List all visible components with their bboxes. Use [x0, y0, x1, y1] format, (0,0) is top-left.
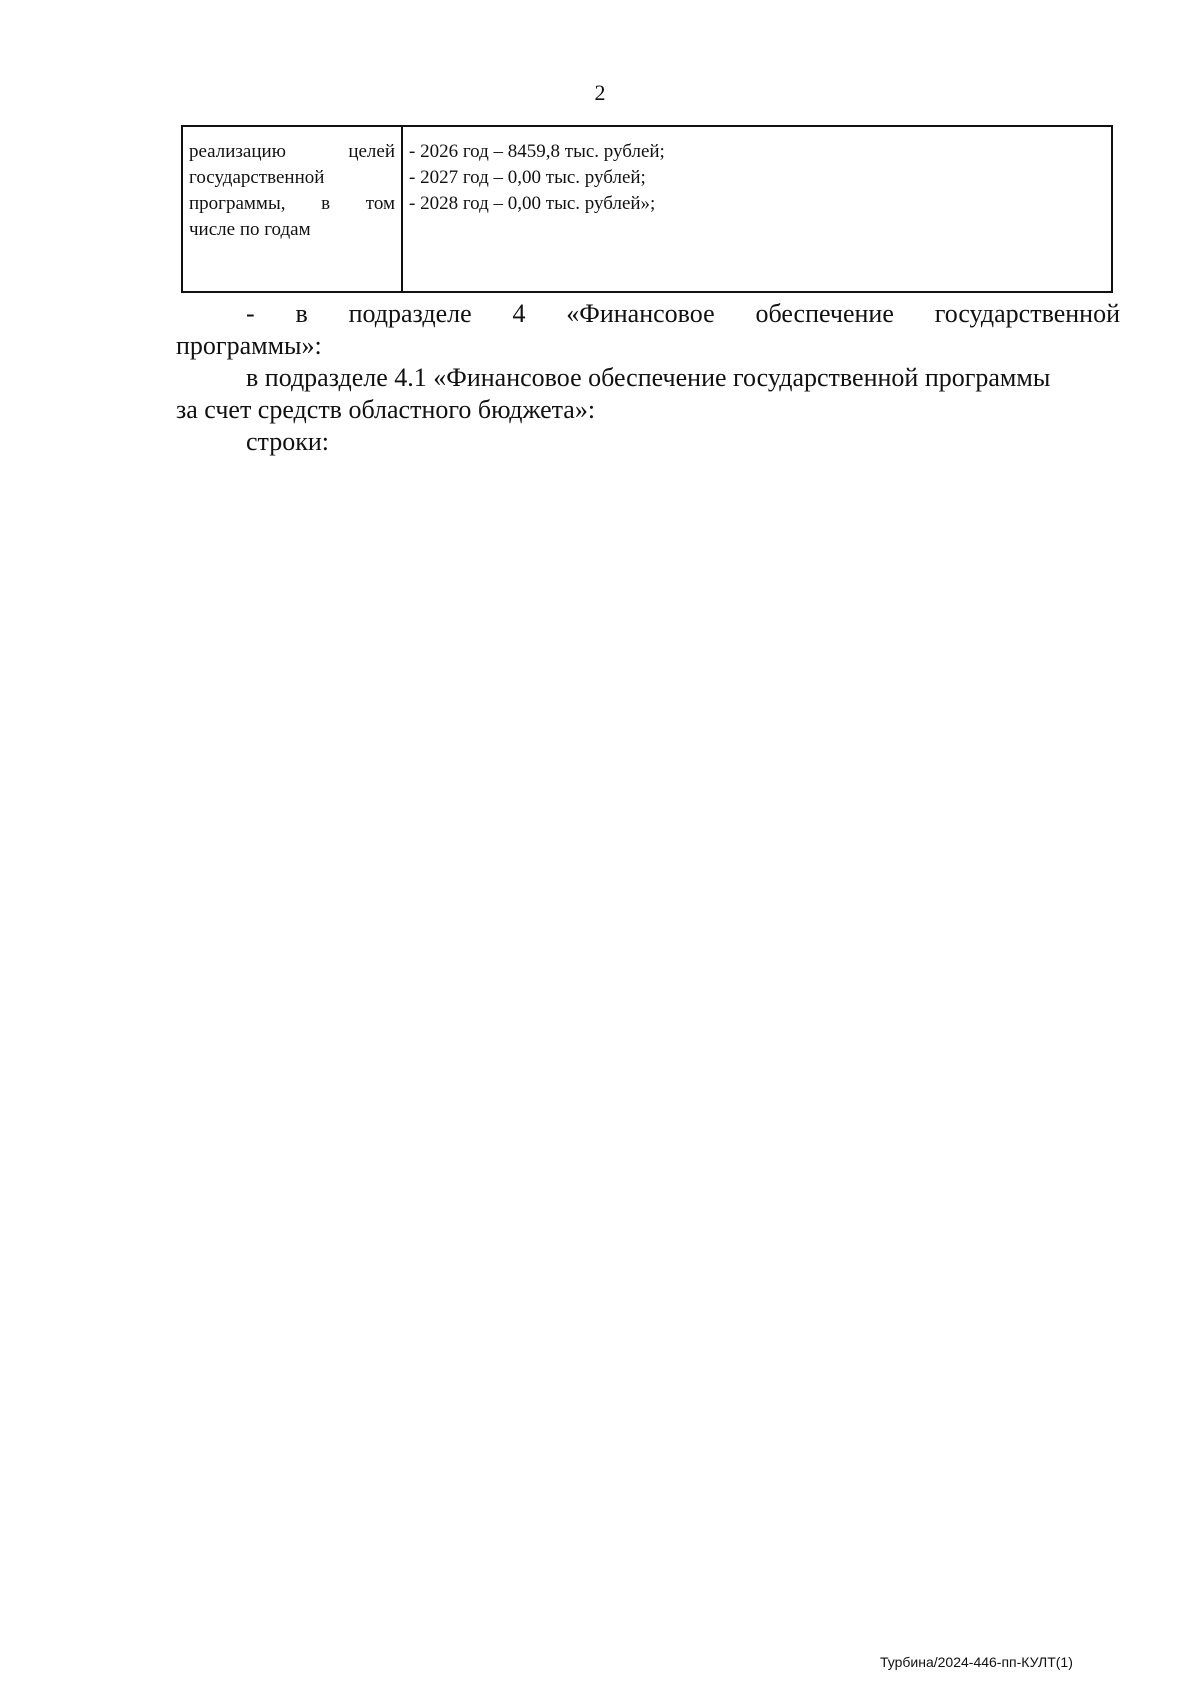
year-2028-amount: - 2028 год – 0,00 тыс. рублей»; — [409, 193, 656, 214]
table-left-cell — [183, 127, 403, 291]
year-2027-amount: - 2027 год – 0,00 тыс. рублей; — [409, 167, 646, 188]
year-2026-amount: - 2026 год – 8459,8 тыс. рублей; — [409, 141, 665, 162]
word: государственной — [934, 299, 1120, 328]
left-cell-word: в — [321, 193, 331, 214]
paragraph-3: строки: — [246, 427, 329, 456]
paragraph-1-line-1 — [176, 298, 1120, 330]
table-right-cell — [403, 127, 1111, 291]
left-cell-line-2: государственной — [189, 167, 325, 188]
paragraph-2-line-1: в подразделе 4.1 «Финансовое обеспечение государственной программы — [246, 363, 1051, 392]
funding-table — [181, 125, 1113, 293]
left-cell-line-3 — [189, 191, 395, 217]
word: в — [295, 299, 308, 328]
paragraph-2-line-2: за счет средств областного бюджета»: — [176, 395, 596, 424]
body-text — [176, 298, 1120, 458]
word: обеспечение — [755, 299, 894, 328]
page-number: 2 — [594, 80, 606, 105]
left-cell-word: реализацию — [189, 141, 286, 162]
left-cell-line-4: числе по годам — [189, 219, 311, 240]
word: «Финансовое — [566, 299, 715, 328]
left-cell-word: целей — [348, 141, 395, 162]
word: 4 — [512, 299, 526, 328]
left-cell-word: программы, — [189, 193, 286, 214]
left-cell-word: том — [365, 193, 395, 214]
word: подразделе — [348, 299, 472, 328]
paragraph-1-line-2: программы»: — [176, 331, 322, 360]
left-cell-line-1 — [189, 139, 395, 165]
word: - — [246, 299, 255, 328]
document-footer-code: Турбина/2024-446-пп-КУЛТ(1) — [880, 1654, 1073, 1670]
